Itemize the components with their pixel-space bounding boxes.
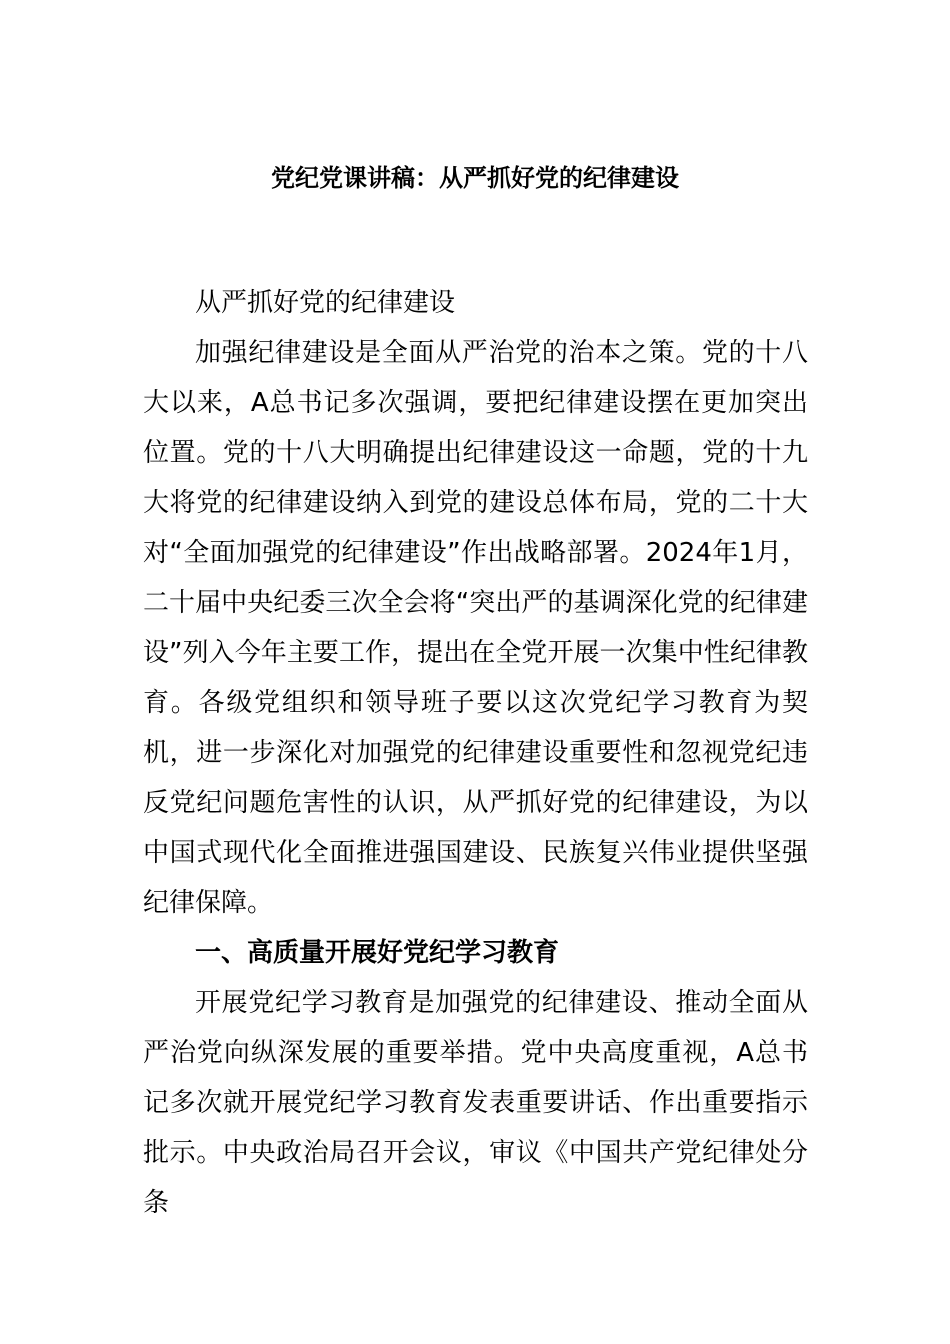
subtitle-paragraph: 从严抓好党的纪律建设 — [195, 288, 456, 318]
document-body — [143, 278, 808, 1228]
section-heading: 一、高质量开展好党纪学习教育 — [195, 938, 560, 968]
body-paragraph: 开展党纪学习教育是加强党的纪律建设、推动全面从严治党向纵深发展的重要举措。党中央高度重视，A总书记多次就开展党纪学习教育发表重要讲话、作出重要指示批示。中央政治局召开会议，审议《中国共产党纪律处分条 — [143, 988, 808, 1218]
body-paragraph: 加强纪律建设是全面从严治党的治本之策。党的十八大以来，A总书记多次强调，要把纪律建设摆在更加突出位置。党的十八大明确提出纪律建设这一命题，党的十九大将党的纪律建设纳入到党的建设总体布局，党的二十大对“全面加强党的纪律建设”作出战略部署。2024年1月，二十届中央纪委三次全会将“突出严的基调深化党的纪律建设”列入今年主要工作，提出在全党开展一次集中性纪律教育。各级党组织和领导班子要以这次党纪学习教育为契机，进一步深化对加强党的纪律建设重要性和忽视党纪违反党纪问题危害性的认识，从严抓好党的纪律建设，为以中国式现代化全面推进强国建设、民族复兴伟业提供坚强纪律保障。 — [143, 338, 808, 918]
document-title: 党纪党课讲稿：从严抓好党的纪律建设 — [271, 164, 679, 192]
